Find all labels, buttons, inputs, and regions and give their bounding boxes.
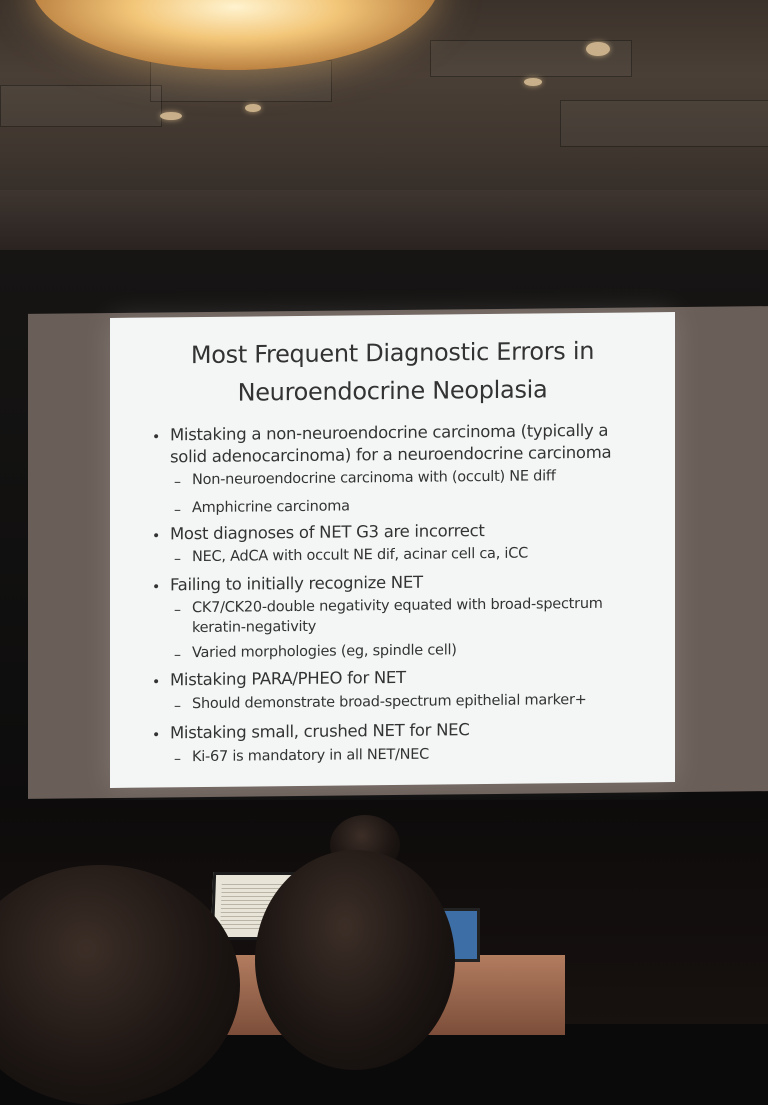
subitem-1-1: Non-neuroendocrine carcinoma with (occult) NE diff — [192, 468, 556, 489]
dash-icon: – — [174, 751, 181, 768]
subitem-3-2: Varied morphologies (eg, spindle cell) — [192, 642, 457, 662]
ceiling-light — [524, 78, 542, 86]
subitem-5-1: Ki-67 is mandatory in all NET/NEC — [192, 746, 430, 766]
subitem-2-1: NEC, AdCA with occult NE dif, acinar cell ca, iCC — [192, 545, 528, 566]
dash-icon: – — [174, 647, 181, 664]
ceiling-panel — [560, 100, 768, 147]
dash-icon: – — [174, 698, 181, 715]
bullet-item-3: Failing to initially recognize NET — [170, 572, 423, 595]
slide-title-line-2: Neuroendocrine Neoplasia — [237, 375, 548, 407]
ceiling-light — [586, 42, 610, 56]
dash-icon: – — [174, 474, 181, 491]
wall-band — [0, 190, 768, 250]
presentation-slide — [110, 312, 675, 788]
bullet-icon: • — [152, 429, 161, 446]
subitem-3-1-line-2: keratin-negativity — [192, 618, 317, 637]
dash-icon: – — [174, 502, 181, 519]
subitem-1-2: Amphicrine carcinoma — [192, 498, 350, 517]
bullet-item-2: Most diagnoses of NET G3 are incorrect — [170, 521, 485, 544]
bullet-item-1-line-2: solid adenocarcinoma) for a neuroendocrine carcinoma — [170, 442, 612, 467]
bullet-item-4: Mistaking PARA/PHEO for NET — [170, 667, 406, 690]
dash-icon: – — [174, 602, 181, 619]
dash-icon: – — [174, 551, 181, 568]
bullet-icon: • — [152, 727, 161, 744]
bullet-icon: • — [152, 579, 161, 596]
ceiling-panel — [0, 85, 162, 127]
subitem-4-1: Should demonstrate broad-spectrum epithelial marker+ — [192, 691, 587, 713]
bullet-item-1-line-1: Mistaking a non-neuroendocrine carcinoma (typically a — [170, 420, 609, 445]
audience-head — [255, 850, 455, 1070]
ceiling-light — [160, 112, 182, 120]
bullet-item-5: Mistaking small, crushed NET for NEC — [170, 720, 470, 743]
bullet-icon: • — [152, 528, 161, 545]
ceiling-light — [245, 104, 261, 112]
subitem-3-1-line-1: CK7/CK20-double negativity equated with broad-spectrum — [192, 595, 603, 617]
slide-title-line-1: Most Frequent Diagnostic Errors in — [190, 336, 595, 370]
bullet-icon: • — [152, 674, 161, 691]
